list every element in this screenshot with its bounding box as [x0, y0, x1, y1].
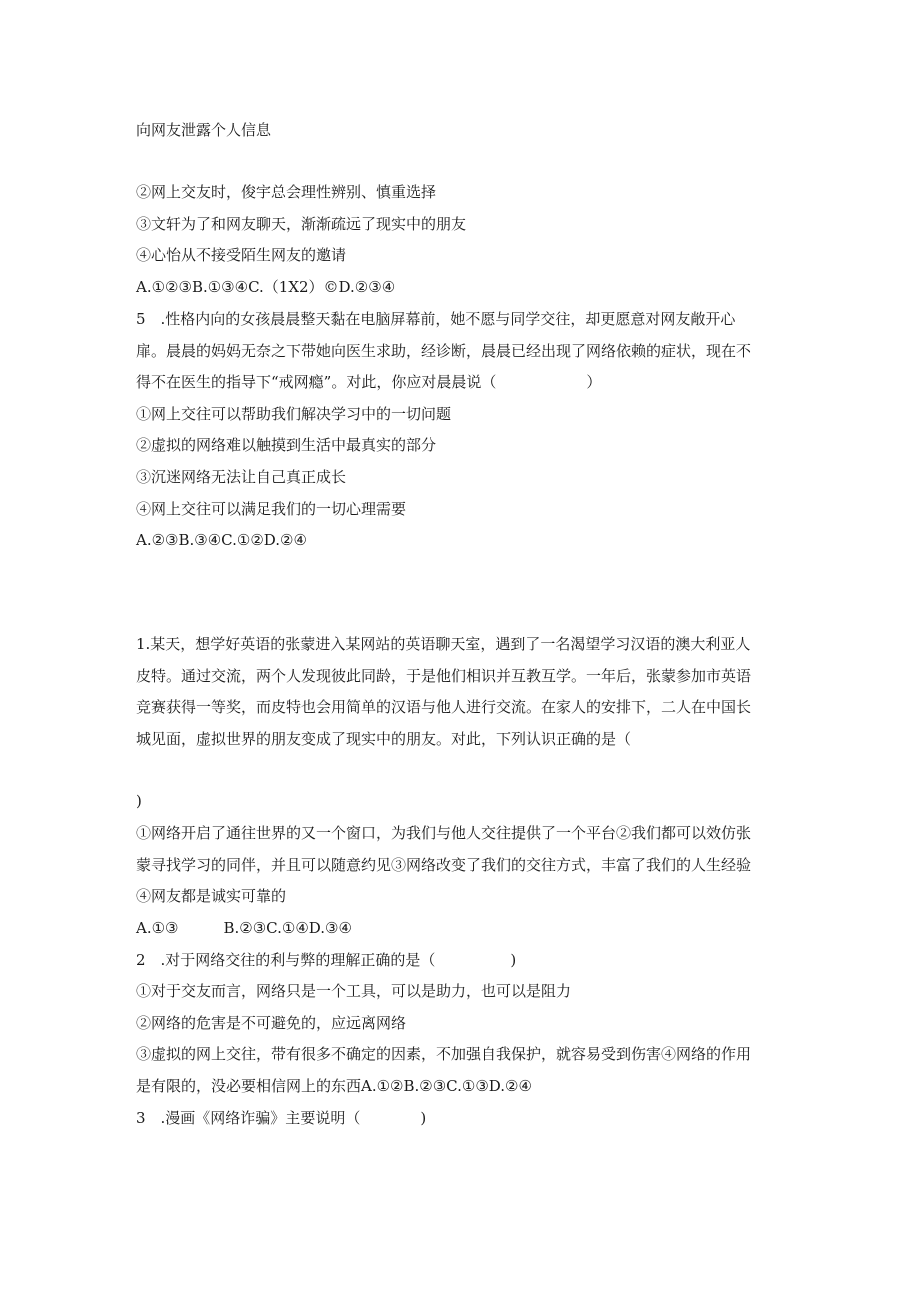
text-line: 向网友泄露个人信息 [136, 121, 272, 139]
text-line: 蒙寻找学习的同伴，并且可以随意约见③网络改变了我们的交往方式，丰富了我们的人生经验 [136, 856, 752, 874]
answer-options: A.②③B.③④C.①②D.②④ [136, 531, 307, 549]
question-3: 3 .漫画《网络诈骗》主要说明（ ) [136, 1109, 427, 1127]
text-line: 是有限的，没必要相信网上的东西A.①②B.②③C.①③D.②④ [136, 1077, 532, 1095]
text-line: 扉。晨晨的妈妈无奈之下带她向医生求助，经诊断，晨晨已经出现了网络依赖的症状，现在不 [136, 342, 752, 360]
text-line: ①网络开启了通往世界的又一个窗口，为我们与他人交往提供了一个平台②我们都可以效仿张 [136, 824, 752, 842]
text-line: 城见面，虚拟世界的朋友变成了现实中的朋友。对此，下列认识正确的是（ [136, 730, 632, 748]
text-line: ) [136, 792, 142, 810]
text-line: ①对于交友而言，网络只是一个工具，可以是助力，也可以是阻力 [136, 982, 572, 1000]
question-2: 2 .对于网络交往的利与弊的理解正确的是（ ) [136, 951, 517, 969]
text-line: ④网友都是诚实可靠的 [136, 887, 287, 905]
text-line: ②网络的危害是不可避免的，应远离网络 [136, 1014, 407, 1032]
text-line: 竞赛获得一等奖，而皮特也会用简单的汉语与他人进行交流。在家人的安排下，二人在中国长 [136, 698, 752, 716]
text-line: ③虚拟的网上交往，带有很多不确定的因素，不加强自我保护，就容易受到伤害④网络的作用 [136, 1045, 752, 1063]
text-line: 得不在医生的指导下“戒网瘾”。对此，你应对晨晨说（ ） [136, 373, 602, 391]
question-1: 1.某天，想学好英语的张蒙进入某网站的英语聊天室，遇到了一名渴望学习汉语的澳大利亚人 [136, 635, 751, 653]
text-line: ④心怡从不接受陌生网友的邀请 [136, 246, 347, 264]
text-line: ②虚拟的网络难以触摸到生活中最真实的部分 [136, 436, 437, 454]
question-5: 5 .性格内向的女孩晨晨整天黏在电脑屏幕前，她不愿与同学交往，却更愿意对网友敞开心 [136, 310, 736, 328]
answer-options: A.①②③B.①③④C.（1X2）©D.②③④ [136, 278, 396, 296]
text-line: ④网上交往可以满足我们的一切心理需要 [136, 500, 407, 518]
text-line: ③文轩为了和网友聊天，渐渐疏远了现实中的朋友 [136, 215, 467, 233]
answer-options: A.①③ B.②③C.①④D.③④ [136, 919, 352, 937]
text-line: ③沉迷网络无法让自己真正成长 [136, 468, 347, 486]
text-line: ①网上交往可以帮助我们解决学习中的一切问题 [136, 405, 452, 423]
text-line: ②网上交友时，俊宇总会理性辨别、慎重选择 [136, 183, 437, 201]
text-line: 皮特。通过交流，两个人发现彼此同龄，于是他们相识并互教互学。一年后，张蒙参加市英语 [136, 667, 752, 685]
